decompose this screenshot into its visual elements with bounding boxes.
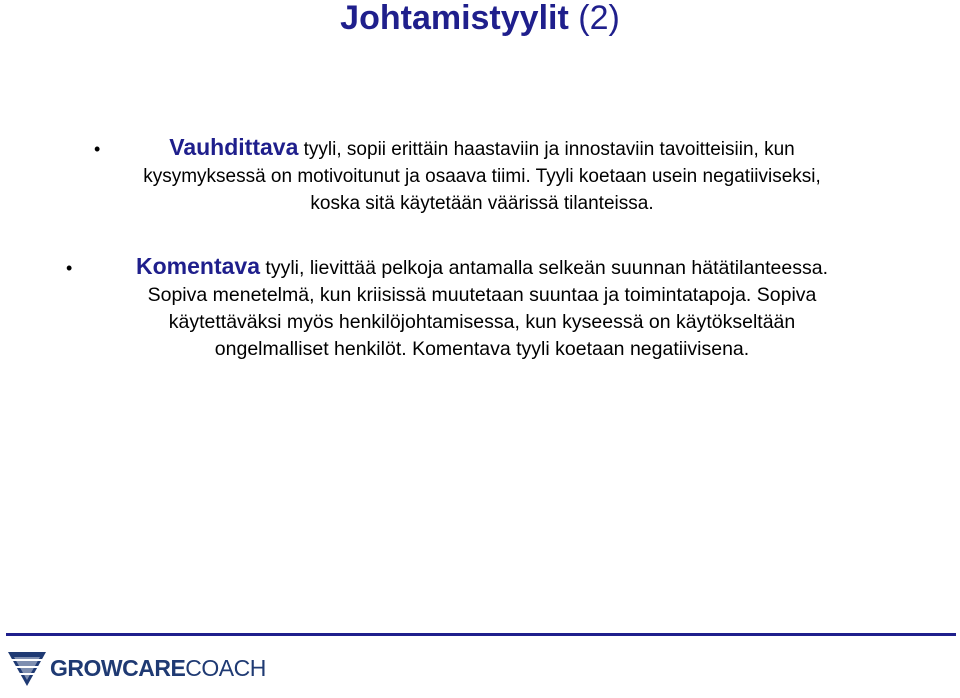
footer-divider bbox=[6, 633, 956, 636]
bullet-text: tyyli, lievittää pelkoja antamalla selkeän suunnan hätätilanteessa. bbox=[259, 257, 828, 279]
page-title-suffix: (2) bbox=[578, 0, 620, 37]
bullet-marker: • bbox=[94, 139, 101, 159]
bullet-line: Sopiva menetelmä, kun kriisissä muutetaan suuntaa ja toimintatapoja. Sopiva bbox=[147, 284, 817, 306]
logo-triangle-icon bbox=[8, 648, 46, 688]
bullet-text: tyyli, sopii erittäin haastaviin ja innostaviin tavoitteisiin, kun bbox=[298, 139, 795, 160]
page-title-main: Johtamistyylit bbox=[340, 0, 569, 37]
bullet-line bbox=[62, 253, 902, 282]
bullet-line: käytettäväksi myös henkilöjohtamisessa, kun kyseessä on käytökseltään bbox=[168, 311, 796, 333]
bullet-line: koska sitä käytetään väärissä tilanteissa. bbox=[310, 193, 654, 214]
bullet-line: kysymyksessä on motivoitunut ja osaava tiimi. Tyyli koetaan usein negatiiviseksi, bbox=[143, 166, 821, 187]
bullet-marker: • bbox=[66, 258, 73, 278]
bullet-line: ongelmalliset henkilöt. Komentava tyyli koetaan negatiivisena. bbox=[214, 338, 750, 360]
bullet-line bbox=[62, 134, 902, 163]
page-title bbox=[0, 0, 960, 36]
bullet-item-komentava bbox=[62, 253, 902, 363]
bullet-lead-word: Vauhdittava bbox=[169, 134, 299, 160]
logo-wordmark: GROWCARECOACH bbox=[50, 654, 266, 681]
growcarecoach-logo bbox=[8, 648, 266, 688]
bullet-lead-word: Komentava bbox=[136, 253, 260, 279]
bullet-item-vauhdittava bbox=[62, 134, 902, 217]
